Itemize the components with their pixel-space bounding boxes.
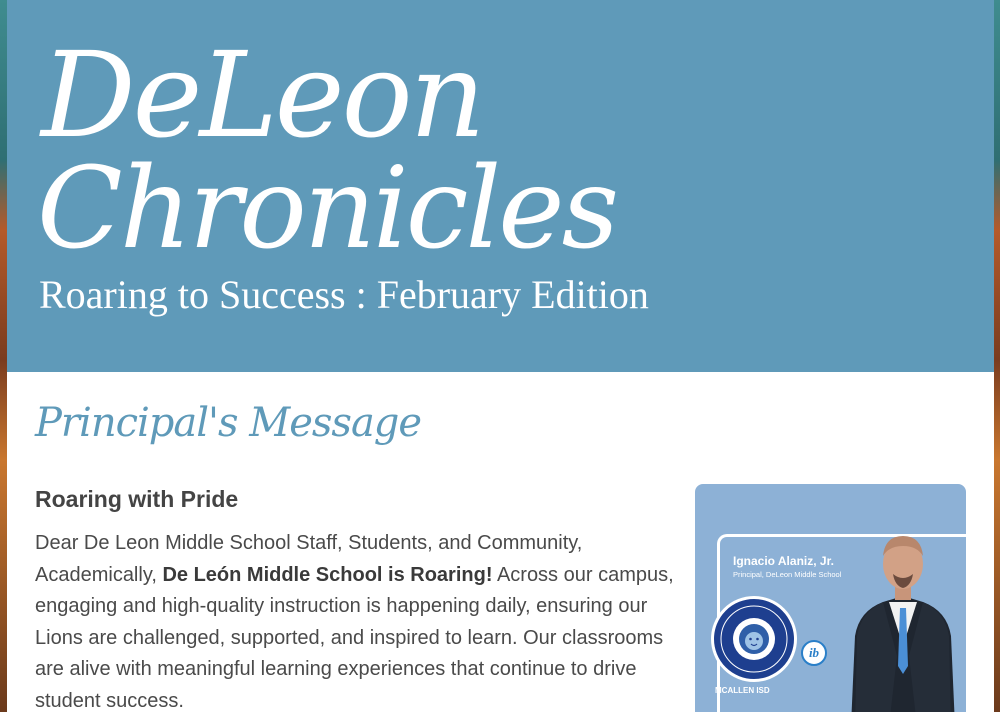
newsletter-page: [7, 0, 994, 712]
ib-logo: ib: [801, 640, 827, 666]
lion-head-icon: [733, 618, 775, 660]
masthead: [7, 0, 994, 372]
article-greeting: Dear De Leon Middle School Staff, Students, and Community,: [35, 532, 583, 554]
article-paragraph: [35, 560, 675, 712]
lion-emblem-icon: [733, 618, 775, 660]
article-lead-bold: De León Middle School is Roaring!: [162, 563, 493, 586]
principal-name: Ignacio Alaniz, Jr.: [733, 554, 834, 568]
district-logo: MCALLEN ISD: [715, 686, 770, 695]
masthead-subtitle: Roaring to Success : February Edition: [39, 272, 649, 317]
article-body-text: Across our campus, engaging and high-quality instruction is happening daily, ensuring our Lions are challenged, supported, and inspired to learn. Our classrooms are alive with meaningful learning experiences that continue to drive student success.: [35, 563, 674, 712]
article-body: [35, 528, 675, 712]
principal-role: Principal, DeLeon Middle School: [733, 570, 842, 579]
masthead-title-line1: DeLeon: [41, 26, 483, 164]
principal-photo-card[interactable]: [695, 484, 966, 712]
article-lead: Academically,: [35, 563, 163, 586]
principal-photo: [843, 516, 963, 712]
section-title: Principal's Message: [35, 400, 422, 446]
school-seal-logo: [711, 596, 797, 682]
masthead-title-line2: Chronicles: [37, 144, 617, 274]
article-heading: Roaring with Pride: [35, 486, 239, 512]
